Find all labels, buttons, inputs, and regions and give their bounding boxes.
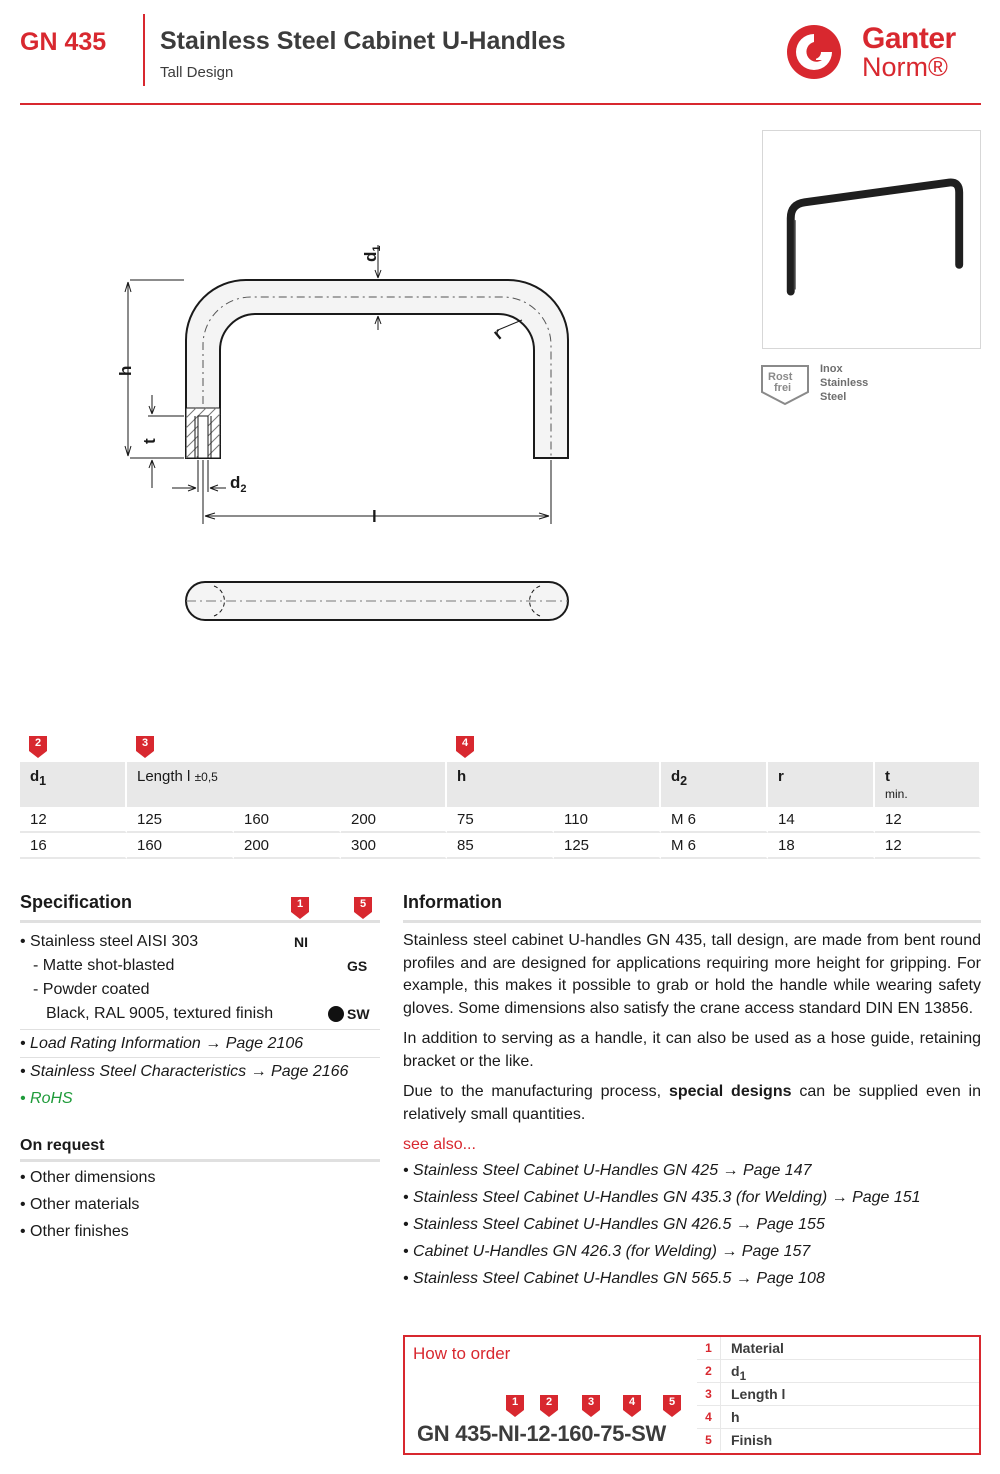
order-code: GN 435-NI-12-160-75-SW: [417, 1421, 666, 1446]
header-rule: [20, 103, 981, 105]
inox-stainless-badge: [760, 362, 900, 412]
specification-list: [20, 930, 380, 1112]
how-to-order-title: How to order: [413, 1344, 511, 1363]
stainless-characteristics-link[interactable]: • Stainless Steel Characteristics → Page 2166: [20, 1063, 349, 1080]
rostfrei-stamp-icon: [760, 362, 810, 406]
information-text: [403, 930, 981, 1292]
order-badge-4: 4: [623, 1395, 641, 1417]
product-photo: [762, 130, 981, 349]
logo-text-norm: Norm®: [862, 52, 948, 82]
label-h: h: [116, 365, 135, 376]
on-request-title: On request: [20, 1137, 105, 1154]
legend-row-h: 4 h: [697, 1406, 979, 1429]
u-handle-photo-icon: [763, 131, 980, 348]
label-d2: $d_2$: [230, 473, 247, 495]
order-badge-1: 1: [506, 1395, 524, 1417]
see-also-label: see also...: [403, 1136, 476, 1153]
specification-rule: [20, 920, 380, 923]
see-also-link[interactable]: • Stainless Steel Cabinet U-Handles GN 426.5 → Page 155: [403, 1215, 825, 1233]
inox-steel-label: Steel: [820, 391, 847, 403]
product-code: GN 435: [20, 28, 107, 56]
order-badge-2: 2: [540, 1395, 558, 1417]
table-badge-d1: 2: [29, 736, 47, 758]
technical-drawing: [110, 230, 590, 650]
logo-text-ganter: Ganter: [862, 22, 956, 55]
stamp-frei: frei: [774, 382, 792, 394]
table-badge-length: 3: [136, 736, 154, 758]
label-d1: $d_1$: [361, 245, 383, 262]
see-also-link[interactable]: • Stainless Steel Cabinet U-Handles GN 435.3 (for Welding) → Page 151: [403, 1188, 921, 1206]
info-paragraph-2: In addition to serving as a handle, it can also be used as a hose guide, retaining bracket or the like.: [403, 1030, 981, 1070]
spec-material: • Stainless steel AISI 303 NI: [20, 933, 308, 950]
see-also-link[interactable]: • Cabinet U-Handles GN 426.3 (for Welding) → Page 157: [403, 1242, 811, 1260]
label-t: t: [140, 438, 159, 444]
specification-title: Specification: [20, 892, 133, 912]
spec-finish-sw-a: - Powder coated: [33, 981, 150, 998]
col-header-t: t min.: [875, 762, 981, 807]
on-request-section: [20, 1137, 380, 1245]
header-divider: [143, 14, 145, 86]
info-paragraph-1: Stainless steel cabinet U-handles GN 435, tall design, are made from bent round profiles and are designed for applications requiring more height for gripping. For example, this makes it possible to grab or hold the handle while wearing safety gloves. Some dimensions also satisfy the crane access standard DIN EN 13856.: [403, 932, 981, 1017]
top-view: [186, 582, 568, 620]
see-also-link[interactable]: • Stainless Steel Cabinet U-Handles GN 565.5 → Page 108: [403, 1269, 825, 1287]
spec-finish-sw-b: Black, RAL 9005, textured finish SW: [46, 1005, 370, 1022]
order-legend: [697, 1337, 979, 1452]
legend-row-length: 3 Length l: [697, 1383, 979, 1406]
order-badge-3: 3: [582, 1395, 600, 1417]
legend-row-finish: 5 Finish: [697, 1429, 979, 1452]
rohs-label: • RoHS: [20, 1090, 73, 1107]
inox-stainless-label: Stainless: [820, 377, 869, 389]
thread-section: [186, 408, 220, 458]
list-item: • Other materials: [20, 1196, 140, 1213]
table-row: 16 160 200 300 85 125 M 6 18 12: [20, 833, 981, 859]
information-title: Information: [403, 892, 502, 912]
black-dot-icon: [328, 1006, 344, 1022]
page-subtitle: Tall Design: [160, 64, 234, 81]
ganter-norm-logo: [784, 20, 984, 86]
spec-badge-finish: 5: [354, 897, 372, 919]
table-row: 12 125 160 200 75 110 M 6 14 12: [20, 807, 981, 833]
col-header-r: r: [768, 762, 875, 807]
col-header-h: h: [447, 762, 661, 807]
how-to-order-box: [403, 1335, 981, 1455]
order-badge-5: 5: [663, 1395, 681, 1417]
col-header-length: Length l ±0,5: [127, 762, 447, 807]
legend-row-d1: 2 $d_1$: [697, 1360, 979, 1383]
spec-badge-material: 1: [291, 897, 309, 919]
legend-row-material: 1 Material: [697, 1337, 979, 1360]
label-r: r: [489, 324, 507, 344]
see-also-link[interactable]: • Stainless Steel Cabinet U-Handles GN 425 → Page 147: [403, 1161, 812, 1179]
info-paragraph-3: Due to the manufacturing process, special designs can be supplied even in relatively small quantities.: [403, 1083, 982, 1123]
col-header-d2: $d_2$: [661, 762, 768, 807]
information-rule: [403, 920, 981, 923]
load-rating-link[interactable]: • Load Rating Information → Page 2106: [20, 1035, 304, 1052]
spec-finish-gs: - Matte shot-blasted GS: [33, 957, 368, 974]
inox-label: Inox: [820, 363, 843, 375]
label-l: l: [372, 507, 377, 526]
ganter-logo-mark-icon: [784, 20, 846, 82]
stamp-rost: Rost: [768, 371, 793, 383]
dimension-table: [20, 762, 981, 859]
page-title: Stainless Steel Cabinet U-Handles: [160, 27, 566, 55]
col-header-d1: $d_1$: [20, 762, 127, 807]
table-badge-h: 4: [456, 736, 474, 758]
list-item: • Other dimensions: [20, 1169, 156, 1186]
list-item: • Other finishes: [20, 1223, 129, 1240]
